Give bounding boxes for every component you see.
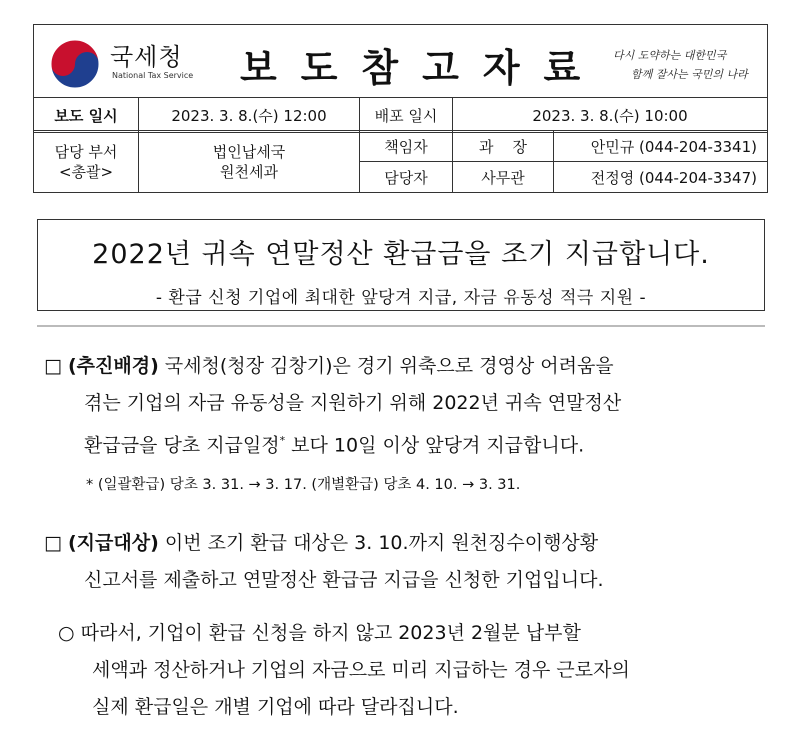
- org-name: 국세청: [110, 43, 183, 71]
- nts-logo: [48, 35, 218, 91]
- staff-title: 사무관: [453, 162, 554, 193]
- section-heading-background: (추진배경): [68, 355, 159, 377]
- paragraph-background-line-1: [44, 348, 772, 385]
- paragraph-background-line-3: [44, 422, 772, 464]
- staff-contact: 전정영 (044-204-3347): [554, 162, 768, 193]
- document-type-title: 보도참고자료: [240, 45, 605, 90]
- department-label: [34, 131, 139, 193]
- header-banner: [34, 25, 768, 98]
- circle-bullet-icon: ○: [58, 622, 75, 644]
- distribution-date-value: 2023. 3. 8.(수) 10:00: [453, 98, 768, 133]
- paragraph-text: 따라서, 기업이 환급 신청을 하지 않고 2023년 2월분 납부할: [74, 622, 581, 644]
- responsible-label: 책임자: [360, 131, 453, 162]
- distribution-date-label: 배포 일시: [360, 98, 453, 133]
- responsible-title: 과 장: [453, 131, 554, 162]
- department-label-line2: <총괄>: [58, 162, 114, 181]
- org-name-en: National Tax Service: [112, 71, 194, 80]
- slogan-line-2: 함께 잘사는 국민의 나라: [631, 68, 748, 81]
- taegeuk-logo-icon: [48, 37, 102, 91]
- square-bullet-icon: □: [44, 355, 62, 377]
- section-heading-target: (지급대상): [68, 532, 159, 554]
- department-bureau: 법인납세국: [212, 142, 286, 161]
- paragraph-target-line-1: [44, 525, 772, 562]
- report-date-value: 2023. 3. 8.(수) 12:00: [139, 98, 360, 133]
- responsible-contact: 안민규 (044-204-3341): [554, 131, 768, 162]
- department-division: 원천세과: [220, 162, 278, 181]
- slogan-calligraphy: [609, 41, 749, 85]
- government-slogan: [609, 41, 749, 85]
- paragraph-background-line-2: 겪는 기업의 자금 유동성을 지원하기 위해 2022년 귀속 연말정산: [84, 392, 622, 414]
- schedule-footnote: * (일괄환급) 당초 3. 31. → 3. 17. (개별환급) 당초 4. 10. → 3. 31.: [86, 477, 521, 493]
- square-bullet-icon: □: [44, 532, 62, 554]
- headline-subtitle: - 환급 신청 기업에 최대한 앞당겨 지급, 자금 유동성 적극 지원 -: [155, 288, 647, 308]
- headline-box: [37, 219, 765, 311]
- headline-title: 2022년 귀속 연말정산 환급금을 조기 지급합니다.: [92, 239, 710, 270]
- paragraph-target: [44, 525, 772, 599]
- department-value: [139, 131, 360, 193]
- department-label-line1: 담당 부서: [54, 142, 118, 161]
- paragraph-note-line-2: 세액과 정산하거나 기업의 자금으로 미리 지급하는 경우 근로자의: [92, 659, 630, 681]
- paragraph-target-line-2: 신고서를 제출하고 연말정산 환급금 지급을 신청한 기업입니다.: [84, 569, 604, 591]
- paragraph-text: 환급금을 당초 지급일정: [84, 434, 280, 457]
- footnote-marker: *: [279, 434, 286, 447]
- paragraph-text: 이번 조기 환급 대상은 3. 10.까지 원천징수이행상황: [158, 532, 599, 554]
- report-date-label: 보도 일시: [34, 98, 139, 133]
- paragraph-text: 국세청(청장 김창기)은 경기 위축으로 경영상 어려움을: [158, 355, 614, 377]
- paragraph-background: [44, 348, 772, 464]
- slogan-line-1: 다시 도약하는 대한민국: [613, 49, 727, 62]
- paragraph-note: [58, 615, 772, 726]
- paragraph-note-line-3: 실제 환급일은 개별 기업에 따라 달라집니다.: [92, 696, 459, 718]
- staff-label: 담당자: [360, 162, 453, 193]
- section-divider: [37, 325, 765, 327]
- paragraph-note-line-1: [58, 615, 772, 652]
- paragraph-text: 보다 10일 이상 앞당겨 지급합니다.: [285, 434, 585, 457]
- header-table: [33, 24, 768, 133]
- department-table: [33, 130, 768, 193]
